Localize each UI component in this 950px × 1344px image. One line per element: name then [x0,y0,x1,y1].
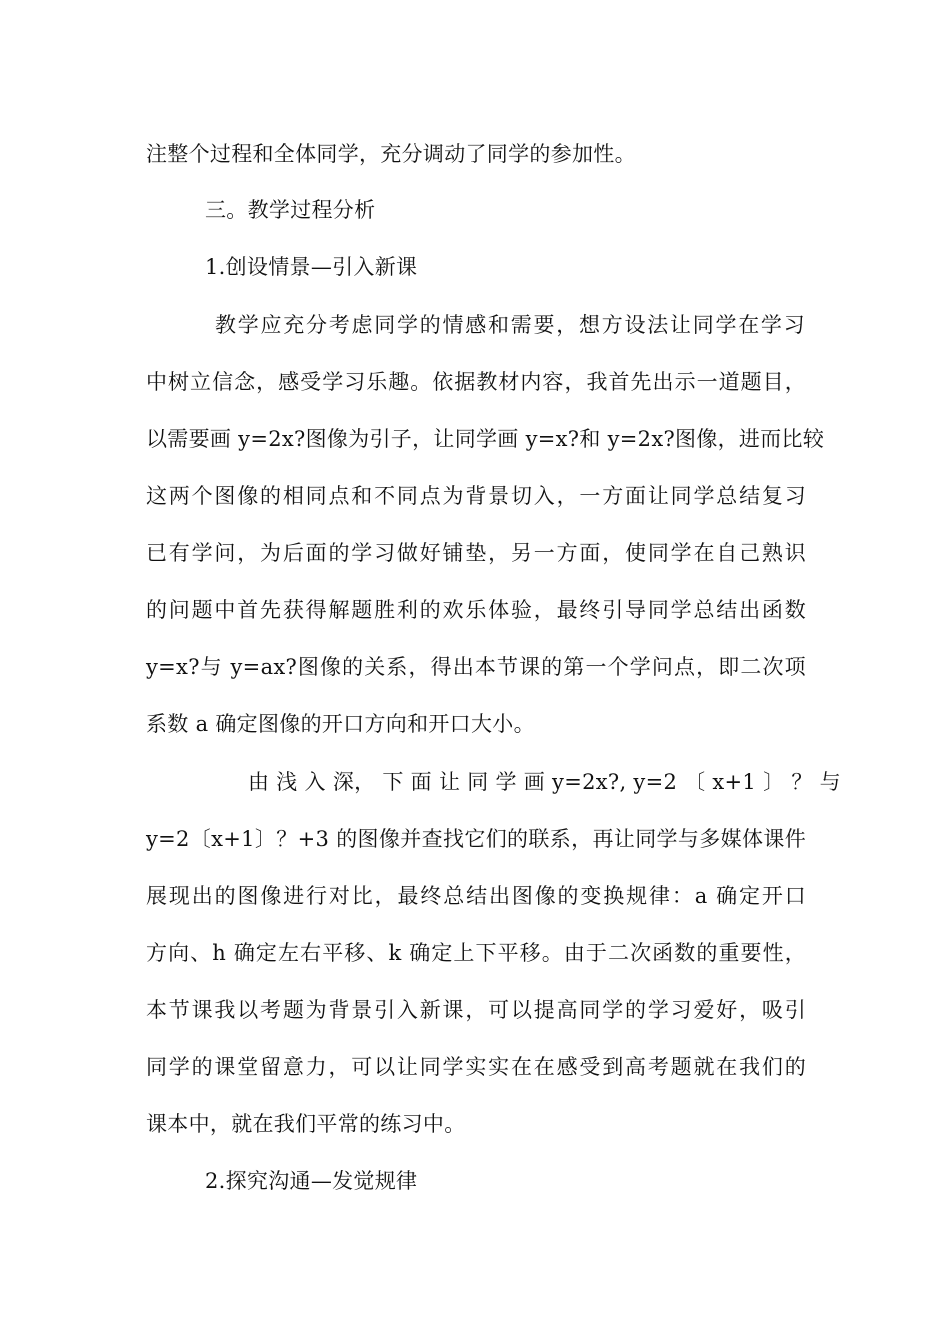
text-line: 系数 a 确定图像的开口方向和开口大小。 [146,712,535,736]
text-line: y=x?与 y=ax?图像的关系，得出本节课的第一个学问点，即二次项 [146,655,806,679]
text-line: 的问题中首先获得解题胜利的欢乐体验，最终引导同学总结出函数 [146,598,806,622]
text-line: 课本中，就在我们平常的练习中。 [146,1112,466,1136]
text-line: 注整个过程和全体同学，充分调动了同学的参加性。 [146,142,636,166]
text-line: 本节课我以考题为背景引入新课，可以提高同学的学习爱好，吸引 [146,998,806,1022]
text-line: y=2〔x+1〕？+3 的图像并查找它们的联系，再让同学与多媒体课件 [146,827,806,851]
section-heading: 三。教学过程分析 [205,198,376,222]
text-line: 已有学问，为后面的学习做好铺垫，另一方面，使同学在自己熟识 [146,541,806,565]
text-line: 教学应充分考虑同学的情感和需要，想方设法让同学在学习 [215,313,805,337]
subsection-heading: 2.探究沟通—发觉规律 [205,1169,418,1193]
text-line: 以需要画 y=2x?图像为引子，让同学画 y=x?和 y=2x?图像，进而比较 [146,427,825,451]
text-line: 展现出的图像进行对比，最终总结出图像的变换规律：a 确定开口 [146,884,806,908]
text-line: 方向、h 确定左右平移、k 确定上下平移。由于二次函数的重要性， [146,941,806,965]
text-line: 这两个图像的相同点和不同点为背景切入，一方面让同学总结复习 [146,484,806,508]
text-line: 由 浅 入 深， 下 面 让 同 学 画 y=2x?, y=2 〔 x+1 〕 ？ 与 [248,770,841,794]
text-line: 同学的课堂留意力，可以让同学实实在在感受到高考题就在我们的 [146,1055,806,1079]
text-line: 中树立信念，感受学习乐趣。依据教材内容，我首先出示一道题目， [146,370,806,394]
subsection-heading: 1.创设情景—引入新课 [205,255,418,279]
